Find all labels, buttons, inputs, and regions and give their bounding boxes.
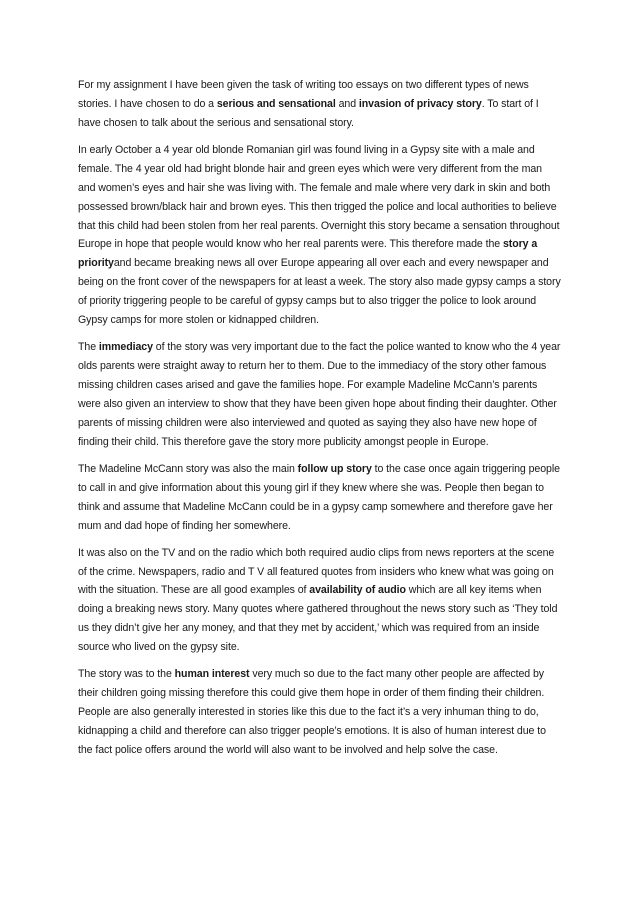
paragraph-immediacy bbox=[78, 338, 562, 451]
bold-term: human interest bbox=[174, 668, 250, 681]
text-run: very much so due to the fact many other people are affected by their children going missing therefore this could give them hope in order of them finding their children. People are also generally interested in stories like this due to the fact it’s a very inhuman thing to do, kidnapping a child and therefore can also trigger people’s emotions. It is also of human interest due to the fact police offers around the world will also want to be involved and help solve the case. bbox=[78, 668, 546, 756]
text-run: and became breaking news all over Europe appearing all over each and every newspaper and being on the front cover of the newspapers for at least a week. The story also made gypsy camps a story of priority triggering people to be careful of gypsy camps but to also trigger the police to look around Gypsy camps for more stolen or kidnapped children. bbox=[78, 257, 561, 327]
paragraph-intro bbox=[78, 76, 562, 133]
bold-term: follow up story bbox=[297, 462, 372, 475]
paragraph-story-summary bbox=[78, 141, 562, 330]
bold-term: availability of audio bbox=[309, 584, 406, 597]
text-run: of the story was very important due to the fact the police wanted to know who the 4 year olds parents were straight away to return her to them. Due to the immediacy of the story other famous missing children cases arised and gave the families hope. For example Madeline McCann’s parents were also given an interview to show that they have been given hope about finding their daughter. Other parents of missing children were also interviewed and quoted as saying they also have new hope of finding their child. This therefore gave the story more publicity amongst people in Europe. bbox=[78, 341, 561, 448]
bold-term: serious and sensational bbox=[216, 97, 336, 110]
paragraph-audio bbox=[78, 544, 562, 657]
paragraph-follow-up bbox=[78, 460, 562, 536]
text-run: It was also on the TV and on the radio which both required audio clips from news reporters at the scene of the crime. Newspapers, radio and T V all featured quotes from insiders who knew what was going on with the situation. These are all good examples of bbox=[78, 546, 555, 597]
bold-term: invasion of privacy story bbox=[358, 97, 482, 110]
text-run: In early October a 4 year old blonde Romanian girl was found living in a Gypsy site with a male and female. The 4 year old had bright blonde hair and green eyes which were very different from the man and women’s eyes and hair she was living with. The female and male where very dark in skin and both possessed brown/black hair and brown eyes. This then trigged the police and local authorities to believe that this child had been stolen from her real parents. Overnight this story became a sensation throughout Europe in hope that people would know who her real parents were. This therefore made the bbox=[78, 143, 560, 251]
text-run: For my assignment I have been given the task of writing too essays on two different types of news stories. I have chosen to do a bbox=[78, 79, 529, 110]
bold-term: immediacy bbox=[98, 341, 153, 354]
text-run: which are all key items when doing a breaking news story. Many quotes where gathered throughout the news story such as ‘They told us they didn’t give her any money, and that they met by accident,’ which was required from an inside source who lived on the gypsy site. bbox=[78, 584, 558, 654]
text-run: to the case once again triggering people to call in and give information about this young girl if they knew where she was. People then began to think and assume that Madeline McCann could be in a gypsy camp somewhere and therefore gave her mum and dad hope of finding her somewhere. bbox=[78, 462, 560, 532]
paragraph-human-interest bbox=[78, 665, 562, 760]
text-run: and bbox=[335, 97, 359, 110]
document-body bbox=[78, 76, 562, 768]
bold-term: story a priority bbox=[78, 238, 538, 270]
text-run: The bbox=[78, 341, 99, 354]
text-run: The Madeline McCann story was also the main bbox=[78, 462, 298, 475]
text-run: . To start of I have chosen to talk about the serious and sensational story. bbox=[78, 97, 539, 129]
text-run: The story was to the bbox=[78, 668, 175, 681]
